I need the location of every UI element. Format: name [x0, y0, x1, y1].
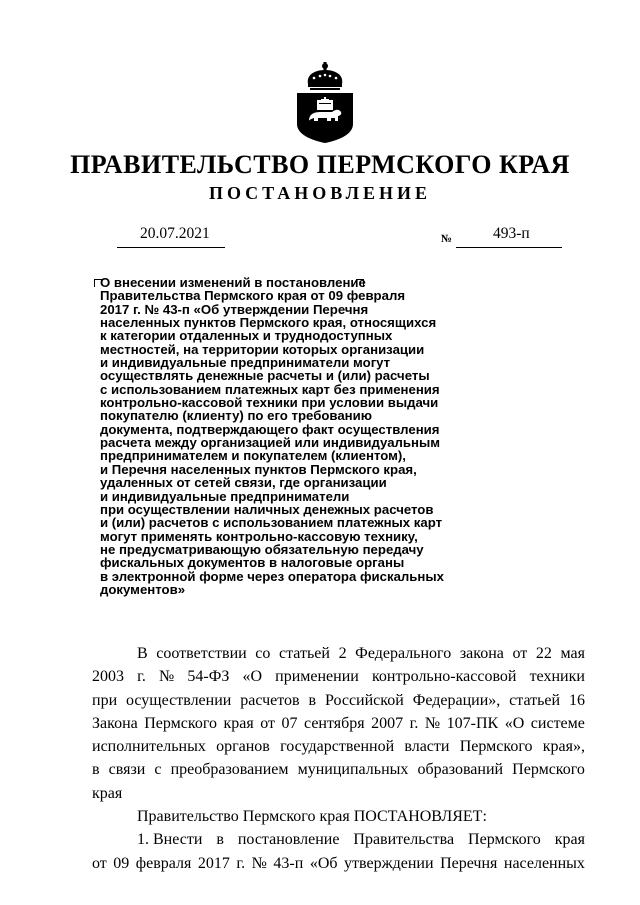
body-word: применении	[275, 668, 359, 686]
subject-line: и (или) расчетов с использованием платежных карт	[100, 515, 443, 531]
subject-line: населенных пунктов Пермского края, относящихся	[100, 315, 437, 331]
body-word: В	[137, 645, 148, 662]
body-word: г.	[236, 854, 246, 872]
body-word: органов	[216, 738, 270, 756]
body-word: 107-ПК	[446, 714, 499, 732]
subject-line: покупателю (клиенту) по его требованию	[100, 408, 372, 424]
body-word: Пермского	[144, 714, 218, 732]
document-type-title: ПОСТАНОВЛЕНИЕ	[208, 183, 432, 203]
subject-line: и индивидуальные предприниматели могут	[100, 355, 391, 371]
body-word: в	[216, 831, 224, 849]
body-word: населенных	[503, 854, 585, 872]
body-word: в	[92, 761, 100, 779]
document-date: 20.07.2021	[140, 225, 210, 242]
body-word: системе	[530, 714, 585, 732]
body-word: 09	[113, 854, 130, 872]
body-word: от	[260, 714, 276, 732]
subject-line: документа, подтверждающего факт осуществления	[100, 421, 440, 437]
subject-line: могут применять контрольно-кассовую технику,	[100, 528, 418, 544]
subject-line: О внесении изменений в постановление	[100, 275, 366, 290]
body-word: власти	[404, 738, 450, 756]
subject-line: осуществлять денежные расчеты и (или) расчеты	[100, 368, 430, 384]
body-word: 2017	[197, 854, 230, 872]
subject-line: документов»	[100, 581, 186, 597]
body-word: 2003	[92, 668, 124, 686]
body-word: №	[158, 668, 175, 686]
body-word: закона	[459, 645, 504, 662]
body-line	[92, 642, 585, 665]
subject-line: расчета между организацией или индивидуальным	[100, 435, 441, 451]
body-word: края	[223, 714, 254, 732]
body-word: с	[154, 761, 162, 779]
body-line	[92, 828, 585, 851]
body-word: «О	[504, 714, 525, 732]
document-subject	[100, 276, 480, 596]
document-body	[92, 642, 585, 875]
body-word: февраля	[135, 854, 192, 872]
coat-of-arms-icon	[294, 60, 356, 144]
body-word: 54-ФЗ	[187, 668, 230, 686]
body-word: №	[424, 714, 441, 732]
subject-line: не предусматривающую обязательную передачу	[100, 541, 424, 557]
body-word: г.	[137, 668, 146, 686]
subject-line: Правительства Пермского края от 09 февраля	[100, 288, 406, 304]
body-word: 07	[281, 714, 298, 732]
subject-line: с использованием платежных карт без применения	[100, 381, 440, 397]
number-sign: №	[441, 233, 453, 245]
body-line: края	[92, 784, 123, 802]
body-word: Пермского	[512, 761, 585, 779]
body-word: №	[251, 854, 267, 872]
government-title: ПРАВИТЕЛЬСТВО ПЕРМСКОГО КРАЯ	[70, 150, 570, 179]
body-word: постановление	[237, 831, 340, 849]
body-word: техники	[529, 668, 585, 686]
body-word: исполнительных	[92, 738, 206, 756]
body-word: Правительства	[353, 831, 455, 849]
body-line	[92, 852, 585, 875]
body-word: образований	[417, 761, 504, 779]
body-line	[92, 712, 585, 735]
body-word: от	[512, 645, 528, 662]
body-word: края»,	[542, 738, 585, 756]
body-word: Российской	[324, 691, 404, 709]
body-word: 2007	[371, 714, 404, 732]
body-line	[92, 735, 585, 758]
body-word: соответствии	[156, 645, 247, 662]
subject-line: и индивидуальные предприниматели	[100, 488, 350, 504]
subject-line: фискальных документов в налоговые органы	[100, 555, 405, 571]
subject-line: и Перечня населенных пунктов Пермского края,	[100, 461, 417, 477]
subject-line: удаленных от сетей связи, где организации	[100, 475, 387, 491]
body-word: края	[554, 831, 585, 849]
body-line	[92, 689, 585, 712]
body-word: со	[255, 645, 271, 662]
body-word: контрольно-кассовой	[371, 668, 517, 686]
subject-line: предпринимателем и покупателем (клиентом),	[100, 448, 406, 464]
body-word: связи	[108, 761, 146, 779]
subject-line: в электронной форме через оператора фискальных	[100, 568, 444, 584]
body-word: расчетов	[240, 691, 300, 709]
number-underline	[456, 247, 562, 248]
body-word: 16	[568, 691, 585, 709]
body-word: «О	[242, 668, 263, 686]
subject-line: контрольно-кассовой техники при условии выдачи	[100, 395, 439, 411]
body-word: статьей	[509, 691, 561, 709]
body-line	[92, 758, 585, 781]
document-number: 493-п	[493, 225, 530, 242]
body-word: от	[92, 854, 107, 872]
date-underline	[117, 247, 225, 248]
body-word: 22	[535, 645, 552, 662]
body-word: утверждении	[344, 854, 434, 872]
body-word: осуществлении	[126, 691, 232, 709]
resolution-line: Правительство Пермского края ПОСТАНОВЛЯЕТ:	[137, 808, 487, 826]
body-word: Пермского	[468, 831, 541, 849]
body-word: Пермского	[459, 738, 533, 756]
subject-line: к категории отдаленных и труднодоступных	[100, 328, 393, 344]
subject-line: местностей, на территории которых организации	[100, 341, 425, 357]
body-word: сентября	[304, 714, 365, 732]
body-word: статьей	[279, 645, 330, 662]
body-word: при	[92, 691, 118, 709]
body-word: Федерации»,	[412, 691, 501, 709]
body-word: в	[308, 691, 317, 709]
subject-line: 2017 г. № 43-п «Об утверждении Перечня	[100, 301, 369, 317]
body-word: Федерального	[355, 645, 452, 662]
body-word: 1. Внести	[137, 831, 203, 849]
body-word: г.	[409, 714, 419, 732]
body-word: 2	[338, 645, 347, 662]
body-word: Закона	[92, 714, 138, 732]
body-word: Перечня	[440, 854, 498, 872]
body-word: государственной	[280, 738, 395, 756]
body-word: муниципальных	[297, 761, 409, 779]
body-word: преобразованием	[170, 761, 289, 779]
body-line	[92, 665, 585, 688]
body-word: мая	[560, 645, 585, 662]
subject-line: при осуществлении наличных денежных расчетов	[100, 501, 434, 517]
body-word: 43-п	[273, 854, 304, 872]
body-word: «Об	[309, 854, 338, 872]
